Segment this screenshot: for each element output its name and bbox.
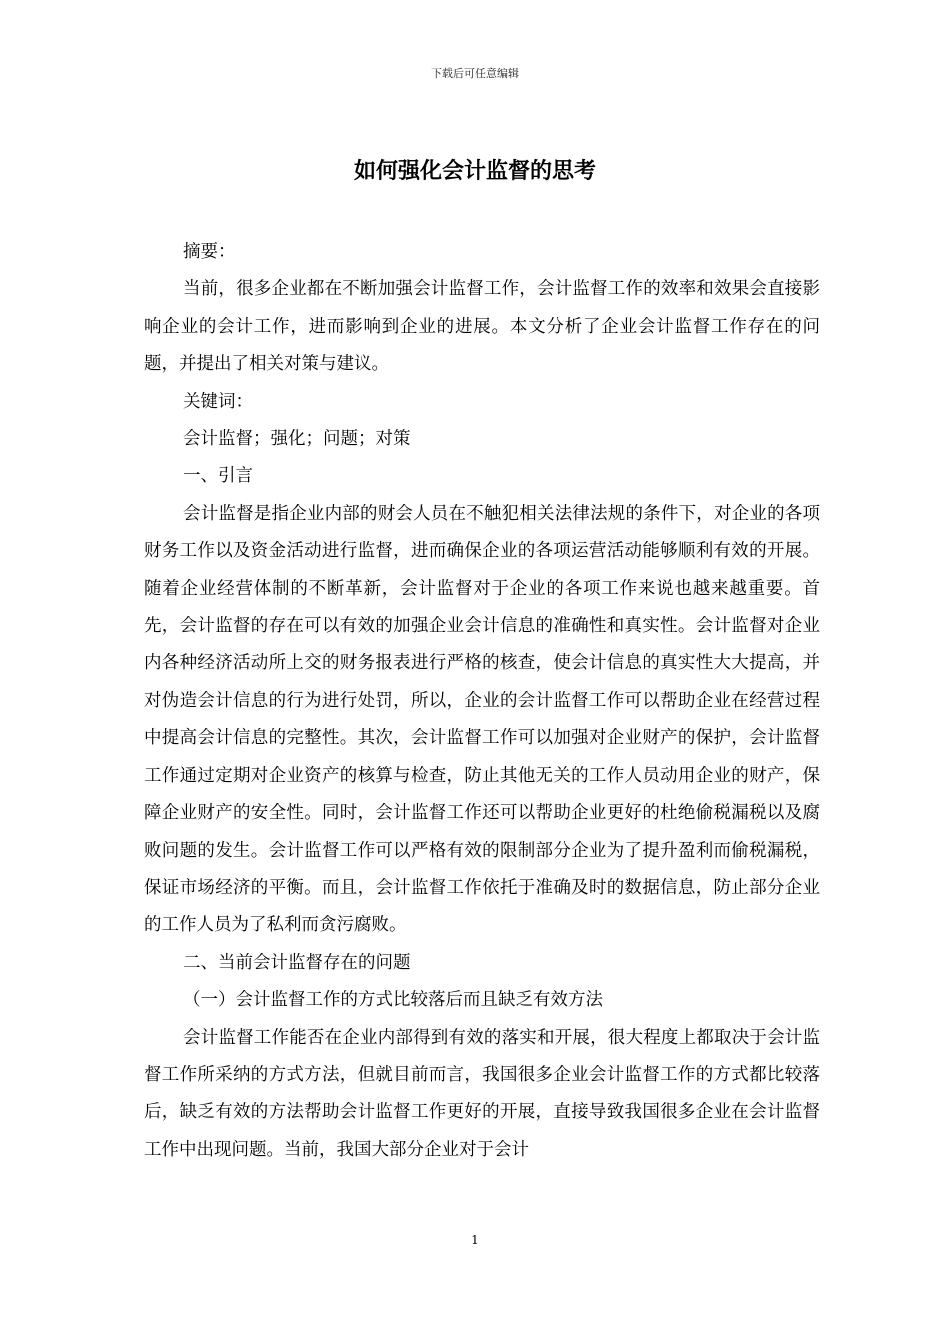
keywords-text: 会计监督；强化；问题；对策 — [183, 429, 411, 450]
keywords-heading: 关键词： — [183, 391, 253, 412]
document-title: 如何强化会计监督的思考 — [353, 159, 596, 184]
section-heading-introduction: 一、引言 — [183, 466, 253, 487]
abstract-text: 当前，很多企业都在不断加强会计监督工作，会计监督工作的效率和效果会直接影响企业的会计工作，进而影响到企业的进展。本文分析了企业会计监督工作存在的问题，并提出了相关对策与建议。 — [144, 279, 820, 375]
methods-paragraph: 会计监督工作能否在企业内部得到有效的落实和开展，很大程度上都取决于会计监督工作所采纳的方式方法，但就目前而言，我国很多企业会计监督工作的方式都比较落后，缺乏有效的方法帮助会计监督工作更好的开展，直接导致我国很多企业在会计监督工作中出现问题。当前，我国大部分企业对于会计 — [144, 1027, 820, 1160]
page-number: 1 — [471, 1233, 479, 1247]
abstract-heading: 摘要： — [183, 242, 236, 262]
document-body — [144, 234, 820, 1169]
subsection-heading-methods: （一）会计监督工作的方式比较落后而且缺乏有效方法 — [183, 990, 603, 1011]
page-header: 下载后可任意编辑 — [431, 67, 519, 80]
introduction-paragraph: 会计监督是指企业内部的财会人员在不触犯相关法律法规的条件下，对企业的各项财务工作以及资金活动进行监督，进而确保企业的各项运营活动能够顺利有效的开展。随着企业经营体制的不断革新，会计监督对于企业的各项工作来说也越来越重要。首先，会计监督的存在可以有效的加强企业会计信息的准确性和真实性。会计监督对企业内各种经济活动所上交的财务报表进行严格的核查，使会计信息的真实性大大提高，并对伪造会计信息的行为进行处罚，所以，企业的会计监督工作可以帮助企业在经营过程中提高会计信息的完整性。其次，会计监督工作可以加强对企业财产的保护，会计监督工作通过定期对企业资产的核算与检查，防止其他无关的工作人员动用企业的财产，保障企业财产的安全性。同时，会计监督工作还可以帮助企业更好的杜绝偷税漏税以及腐败问题的发生。会计监督工作可以严格有效的限制部分企业为了提升盈利而偷税漏税，保证市场经济的平衡。而且，会计监督工作依托于准确及时的数据信息，防止部分企业的工作人员为了私利而贪污腐败。 — [144, 503, 820, 936]
section-heading-problems: 二、当前会计监督存在的问题 — [183, 952, 411, 973]
